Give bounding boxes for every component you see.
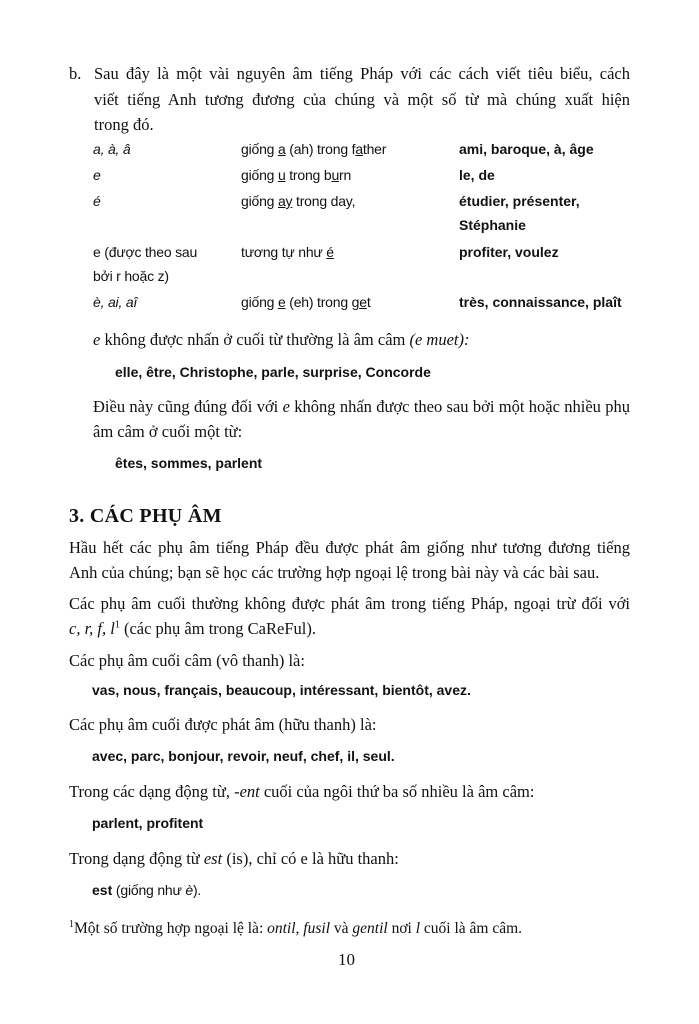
vowel-equivalent: giống a (ah) trong father [241,141,387,157]
section-p1-line-1: Hầu hết các phụ âm tiếng Pháp đều được phát âm giống như tương đương tiếng [69,538,630,557]
intro-label: b. [69,64,82,83]
vowel-spelling: e (được theo sau [93,244,198,260]
vowel-examples: profiter, voulez [459,244,559,260]
vowel-equivalent: tương tự như é [241,244,334,260]
section-p1-line-2: Anh của chúng; bạn sẽ học các trường hợp ngoại lệ trong bài này và các bài sau. [69,563,600,582]
section-p3: Các phụ âm cuối câm (vô thanh) là: [69,651,305,670]
vowel-examples: le, de [459,167,495,183]
page-number: 10 [338,950,355,969]
vowel-examples-cont: Stéphanie [459,217,526,233]
section-p2-line-1: Các phụ âm cuối thường không được phát âm trong tiếng Pháp, ngoại trừ đối với [69,594,630,613]
vowel-examples: ami, baroque, à, âge [459,141,594,157]
section-p6-example: est (giống như è). [92,882,202,898]
intro-line-1: Sau đây là một vài nguyên âm tiếng Pháp với các cách viết tiêu biểu, cách [94,64,630,83]
vowel-spelling: é [93,193,101,209]
vowel-spelling: e [93,167,101,183]
unstressed-e-examples: êtes, sommes, parlent [115,455,263,471]
section-p2-line-2: c, r, f, $l^1$ (các phụ âm trong CaReFul). [69,619,316,638]
vowel-equivalent: giống e (eh) trong get [241,294,371,310]
vowel-examples: étudier, présenter, [459,193,580,209]
section-p5-examples: parlent, profitent [92,815,204,831]
section-heading: 3. CÁC PHỤ ÂM [69,505,222,527]
intro-line-3: trong đó. [94,115,154,134]
vowel-spelling-cont: bởi r hoặc z) [93,268,169,284]
vowel-spelling: a, à, â [93,141,131,157]
unstressed-e-line-1: Điều này cũng đúng đối với e không nhấn được theo sau bởi một hoặc nhiều phụ [93,397,630,416]
section-p4-examples: avec, parc, bonjour, revoir, neuf, chef, il, seul. [92,748,395,764]
section-p4: Các phụ âm cuối được phát âm (hữu thanh) là: [69,715,377,734]
vowel-equivalent: giống ay trong day, [241,193,356,209]
unstressed-e-line-2: âm câm ở cuối một từ: [93,422,243,441]
mute-e-paragraph: e không được nhấn ở cuối từ thường là âm câm (e muet): [93,330,470,349]
vowel-equivalent: giống u trong burn [241,167,352,183]
vowel-spelling: è, ai, aî [93,294,138,310]
footnote: $^1$Một số trường hợp ngoại lệ là: ontil, fusil và gentil nơi l cuối là âm câm. [69,919,523,938]
section-p5: Trong các dạng động từ, -ent cuối của ngôi thứ ba số nhiều là âm câm: [69,782,535,801]
vowel-examples: très, connaissance, plaît [459,294,622,310]
section-p6: Trong dạng động từ est (is), chỉ có e là hữu thanh: [69,849,399,868]
section-p3-examples: vas, nous, français, beaucoup, intéressant, bientôt, avez. [92,682,471,698]
intro-line-2: viết tiếng Anh tương đương của chúng và một số từ mà chúng xuất hiện [94,90,630,109]
mute-e-examples: elle, être, Christophe, parle, surprise, Concorde [115,364,431,380]
